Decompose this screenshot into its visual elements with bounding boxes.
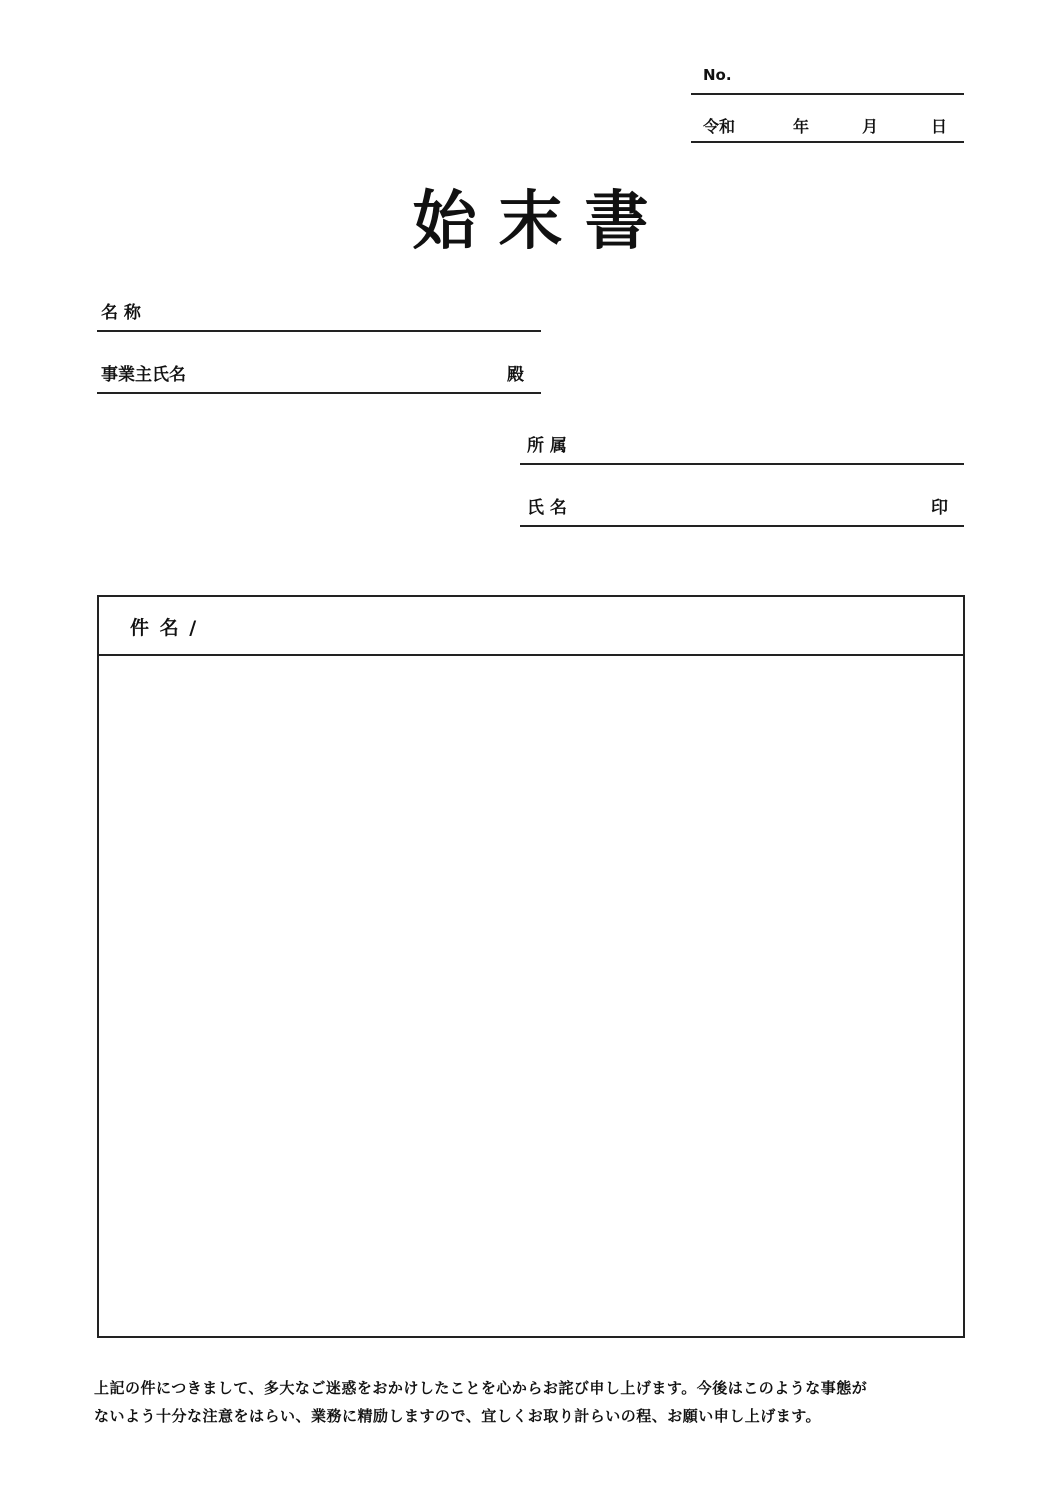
subject-box (97, 595, 965, 656)
affiliation-label: 所 属 (527, 436, 567, 456)
recipient-name-label: 名 称 (101, 303, 141, 323)
date-month-label: 月 (862, 117, 879, 136)
seal-label: 印 (931, 498, 948, 518)
number-label: No. (703, 66, 732, 84)
recipient-name-underline (97, 330, 541, 332)
subject-label: 件 名 / (130, 617, 199, 639)
document-title: 始末書 (412, 185, 671, 259)
date-year-label: 年 (793, 117, 810, 136)
date-era-label: 令和 (703, 117, 736, 136)
honorific-label: 殿 (507, 365, 524, 385)
number-underline (691, 93, 964, 95)
closing-line-2: ないよう十分な注意をはらい、業務に精励しますので、宜しくお取り計らいの程、お願い申し上げます。 (94, 1407, 822, 1425)
content-box[interactable] (97, 654, 965, 1338)
owner-name-underline (97, 392, 541, 394)
date-underline (691, 141, 964, 143)
date-day-label: 日 (931, 117, 948, 136)
owner-name-label: 事業主氏名 (101, 365, 186, 385)
closing-line-1: 上記の件につきまして、多大なご迷惑をおかけしたことを心からお詫び申し上げます。今後はこのような事態が (94, 1379, 868, 1397)
sender-name-label: 氏 名 (527, 498, 567, 518)
affiliation-underline (520, 463, 964, 465)
closing-statement (94, 1374, 974, 1430)
sender-name-underline (520, 525, 964, 527)
